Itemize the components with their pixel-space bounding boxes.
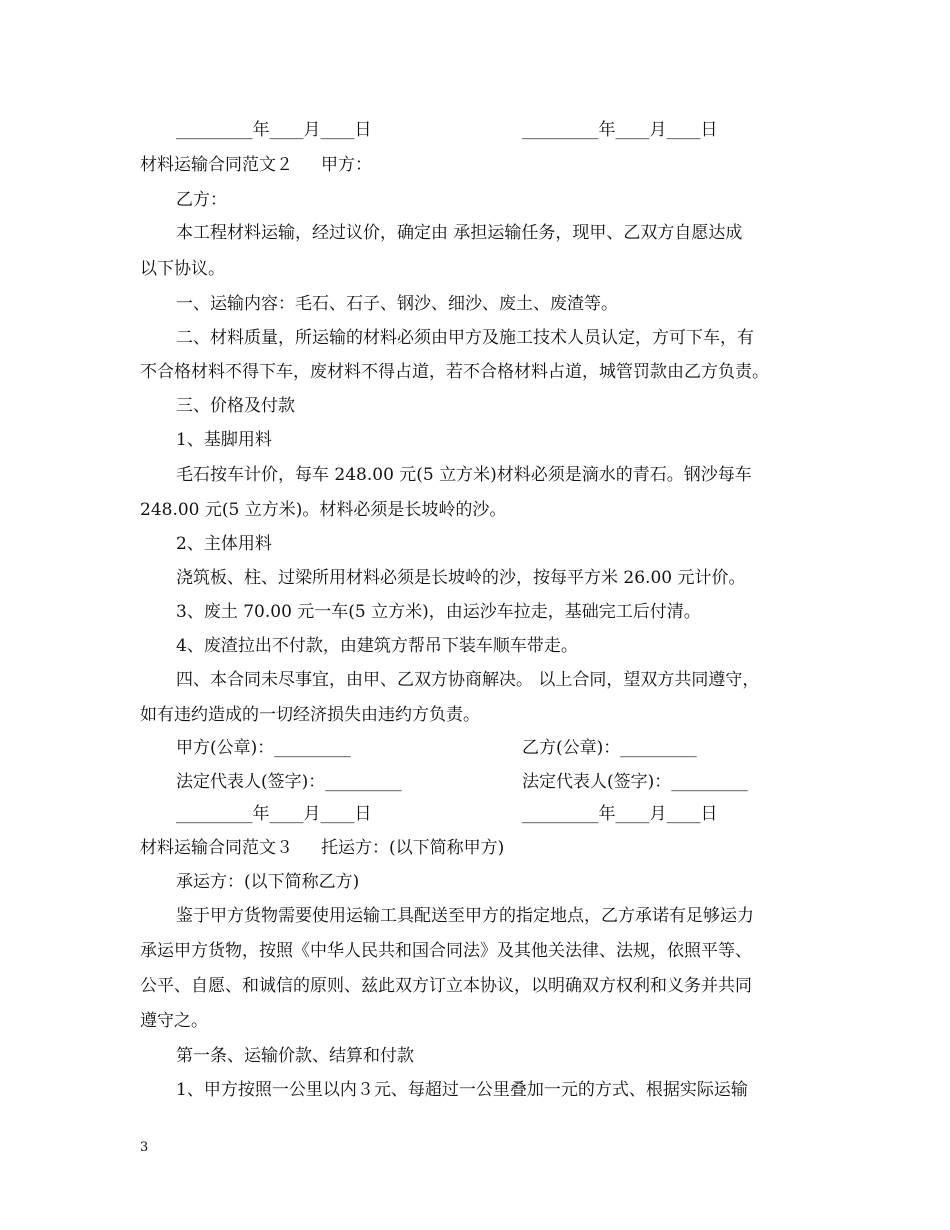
- paragraph-line: 鉴于甲方货物需要使用运输工具配送至甲方的指定地点，乙方承诺有足够运力: [176, 906, 754, 926]
- date-line-right: _________年____月____日: [522, 120, 718, 140]
- paragraph-line: 承运甲方货物，按照《中华人民共和国合同法》及其他关法律、法规，依照平等、: [140, 941, 752, 961]
- sub-heading-2: 2、主体用料: [176, 534, 272, 554]
- contract-title: 材料运输合同范文３: [140, 838, 293, 858]
- date-line-right: _________年____月____日: [522, 804, 718, 824]
- paragraph-line: 248.00 元(5 立方米)。材料必须是长坡岭的沙。: [140, 500, 507, 520]
- consignor-label: 托运方：(以下简称甲方): [321, 838, 505, 858]
- paragraph-line: 以下协议。: [140, 259, 225, 279]
- article-1-heading: 第一条、运输价款、结算和付款: [176, 1046, 414, 1066]
- date-line-left: _________年____月____日: [176, 120, 372, 140]
- clause-4-line: 四、本合同未尽事宜，由甲、乙双方协商解决。 以上合同，望双方共同遵守，: [176, 670, 760, 690]
- paragraph-line: 毛石按车计价，每车 248.00 元(5 立方米)材料必须是滴水的青石。钢沙每车: [176, 465, 752, 485]
- party-a-representative: 法定代表人(签字)：_________: [176, 772, 402, 792]
- section-title-2: [140, 155, 372, 175]
- paragraph-line: 本工程材料运输，经过议价，确定由 承担运输任务，现甲、乙双方自愿达成: [176, 223, 743, 243]
- sub-item-3: 3、废土 70.00 元一车(5 立方米)，由运沙车拉走，基础完工后付清。: [176, 602, 701, 622]
- paragraph-line: 浇筑板、柱、过梁所用材料必须是长坡岭的沙，按每平方米 26.00 元计价。: [176, 568, 746, 588]
- clause-2-line: 不合格材料不得下车，废材料不得占道，若不合格材料占道，城管罚款由乙方负责。: [140, 362, 769, 382]
- carrier-label: 承运方：(以下简称乙方): [176, 872, 360, 892]
- sub-item-4: 4、废渣拉出不付款，由建筑方帮吊下装车顺车带走。: [176, 636, 578, 656]
- clause-4-line: 如有违约造成的一切经济损失由违约方负责。: [140, 705, 480, 725]
- paragraph-line: 遵守之。: [140, 1011, 208, 1031]
- party-a-seal: 甲方(公章)：_________: [176, 738, 351, 758]
- party-b-label: 乙方：: [176, 190, 227, 210]
- party-b-representative: 法定代表人(签字)：_________: [522, 772, 748, 792]
- sub-heading-1: 1、基脚用料: [176, 430, 272, 450]
- party-a-label: 甲方：: [321, 155, 372, 175]
- date-line-left: _________年____月____日: [176, 804, 372, 824]
- clause-3-heading: 三、价格及付款: [176, 396, 295, 416]
- clause-1: 一、运输内容：毛石、石子、钢沙、细沙、废土、废渣等。: [176, 294, 618, 314]
- paragraph-line: 公平、自愿、和诚信的原则、兹此双方订立本协议，以明确双方权利和义务并共同: [140, 976, 752, 996]
- party-b-seal: 乙方(公章)：_________: [522, 738, 697, 758]
- contract-title: 材料运输合同范文２: [140, 155, 293, 175]
- section-title-3: [140, 838, 504, 858]
- page-number: 3: [140, 1140, 149, 1155]
- paragraph-line: 1、甲方按照一公里以内３元、每超过一公里叠加一元的方式、根据实际运输: [176, 1080, 748, 1100]
- clause-2-line: 二、材料质量，所运输的材料必须由甲方及施工技术人员认定，方可下车，有: [176, 328, 754, 348]
